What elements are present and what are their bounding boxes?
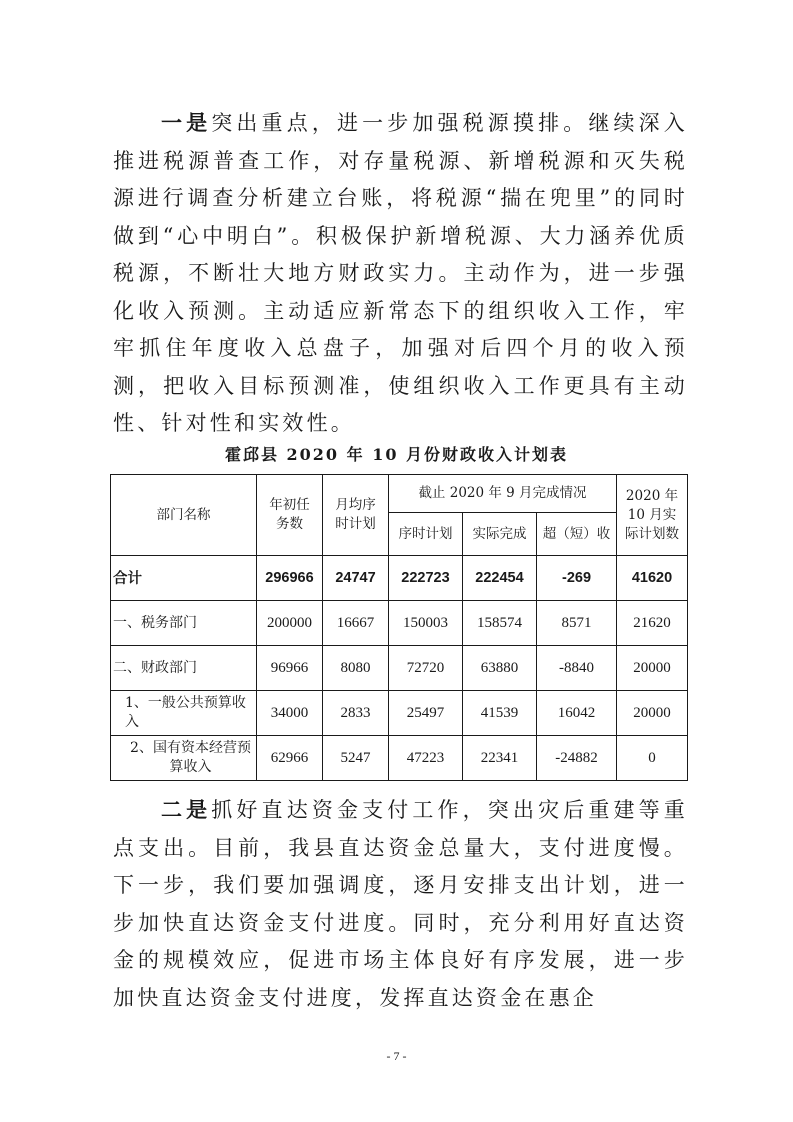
header-monthly-avg: 月均序时计划 bbox=[323, 475, 389, 556]
cell-diff: -24882 bbox=[537, 736, 617, 781]
header-annual-task: 年初任务数 bbox=[257, 475, 323, 556]
table-row bbox=[111, 601, 688, 646]
cell-avg: 16667 bbox=[323, 601, 389, 646]
cell-task: 296966 bbox=[257, 556, 323, 601]
table-header-row bbox=[111, 475, 688, 513]
paragraph-lead: 二是 bbox=[161, 797, 212, 822]
cell-avg: 24747 bbox=[323, 556, 389, 601]
cell-avg: 2833 bbox=[323, 691, 389, 736]
cell-task: 34000 bbox=[257, 691, 323, 736]
cell-avg: 8080 bbox=[323, 646, 389, 691]
cell-actual: 22341 bbox=[463, 736, 537, 781]
cell-diff: -8840 bbox=[537, 646, 617, 691]
table-title: 霍邱县 2020 年 10 月份财政收入计划表 bbox=[224, 445, 569, 464]
cell-diff: -269 bbox=[537, 556, 617, 601]
header-oct-plan: 2020 年 10 月实际计划数 bbox=[617, 475, 688, 556]
header-sub-actual: 实际完成 bbox=[463, 513, 537, 556]
table-row bbox=[111, 646, 688, 691]
cell-task: 200000 bbox=[257, 601, 323, 646]
header-sub-plan: 序时计划 bbox=[389, 513, 463, 556]
cell-plan: 150003 bbox=[389, 601, 463, 646]
cell-oct: 20000 bbox=[617, 691, 688, 736]
cell-plan: 222723 bbox=[389, 556, 463, 601]
cell-plan: 72720 bbox=[389, 646, 463, 691]
cell-actual: 41539 bbox=[463, 691, 537, 736]
cell-oct: 0 bbox=[617, 736, 688, 781]
page-number: - 7 - bbox=[386, 1049, 407, 1063]
row-name: 二、财政部门 bbox=[111, 646, 257, 691]
table-row bbox=[111, 556, 688, 601]
cell-oct: 21620 bbox=[617, 601, 688, 646]
row-name: 合计 bbox=[111, 556, 257, 601]
row-name: 1、一般公共预算收入 bbox=[111, 691, 257, 736]
cell-diff: 16042 bbox=[537, 691, 617, 736]
cell-plan: 25497 bbox=[389, 691, 463, 736]
header-completion-group: 截止 2020 年 9 月完成情况 bbox=[389, 475, 617, 513]
cell-oct: 41620 bbox=[617, 556, 688, 601]
revenue-plan-table bbox=[110, 474, 688, 781]
cell-plan: 47223 bbox=[389, 736, 463, 781]
table-row bbox=[111, 736, 688, 781]
paragraph-text: 抓好直达资金支付工作，突出灾后重建等重点支出。目前，我县直达资金总量大，支付进度慢。下一步，我们要加强调度，逐月安排支出计划，进一步加快直达资金支付进度。同时，充分利用好直达资金的规模效应，促进市场主体良好有序发展，进一步加快直达资金支付进度，发挥直达资金在惠企 bbox=[113, 798, 688, 1010]
paragraph-text: 突出重点，进一步加强税源摸排。继续深入推进税源普查工作，对存量税源、新增税源和灭失税源进行调查分析建立台账，将税源“揣在兜里”的同时做到“心中明白”。积极保护新增税源、大力涵养优质税源，不断壮大地方财政实力。主动作为，进一步强化收入预测。主动适应新常态下的组织收入工作，牢牢抓住年度收入总盘子，加强对后四个月的收入预测，把收入目标预测准，使组织收入工作更具有主动性、针对性和实效性。 bbox=[113, 111, 688, 435]
cell-oct: 20000 bbox=[617, 646, 688, 691]
paragraph-lead: 一是 bbox=[161, 110, 212, 135]
row-name: 2、国有资本经营预算收入 bbox=[111, 736, 257, 781]
cell-task: 96966 bbox=[257, 646, 323, 691]
row-name: 一、税务部门 bbox=[111, 601, 257, 646]
cell-actual: 63880 bbox=[463, 646, 537, 691]
paragraph-1 bbox=[113, 104, 688, 443]
cell-actual: 222454 bbox=[463, 556, 537, 601]
cell-task: 62966 bbox=[257, 736, 323, 781]
paragraph-2 bbox=[113, 791, 688, 1017]
cell-diff: 8571 bbox=[537, 601, 617, 646]
header-sub-diff: 超（短）收 bbox=[537, 513, 617, 556]
cell-avg: 5247 bbox=[323, 736, 389, 781]
cell-actual: 158574 bbox=[463, 601, 537, 646]
table-row bbox=[111, 691, 688, 736]
header-dept: 部门名称 bbox=[111, 475, 257, 556]
